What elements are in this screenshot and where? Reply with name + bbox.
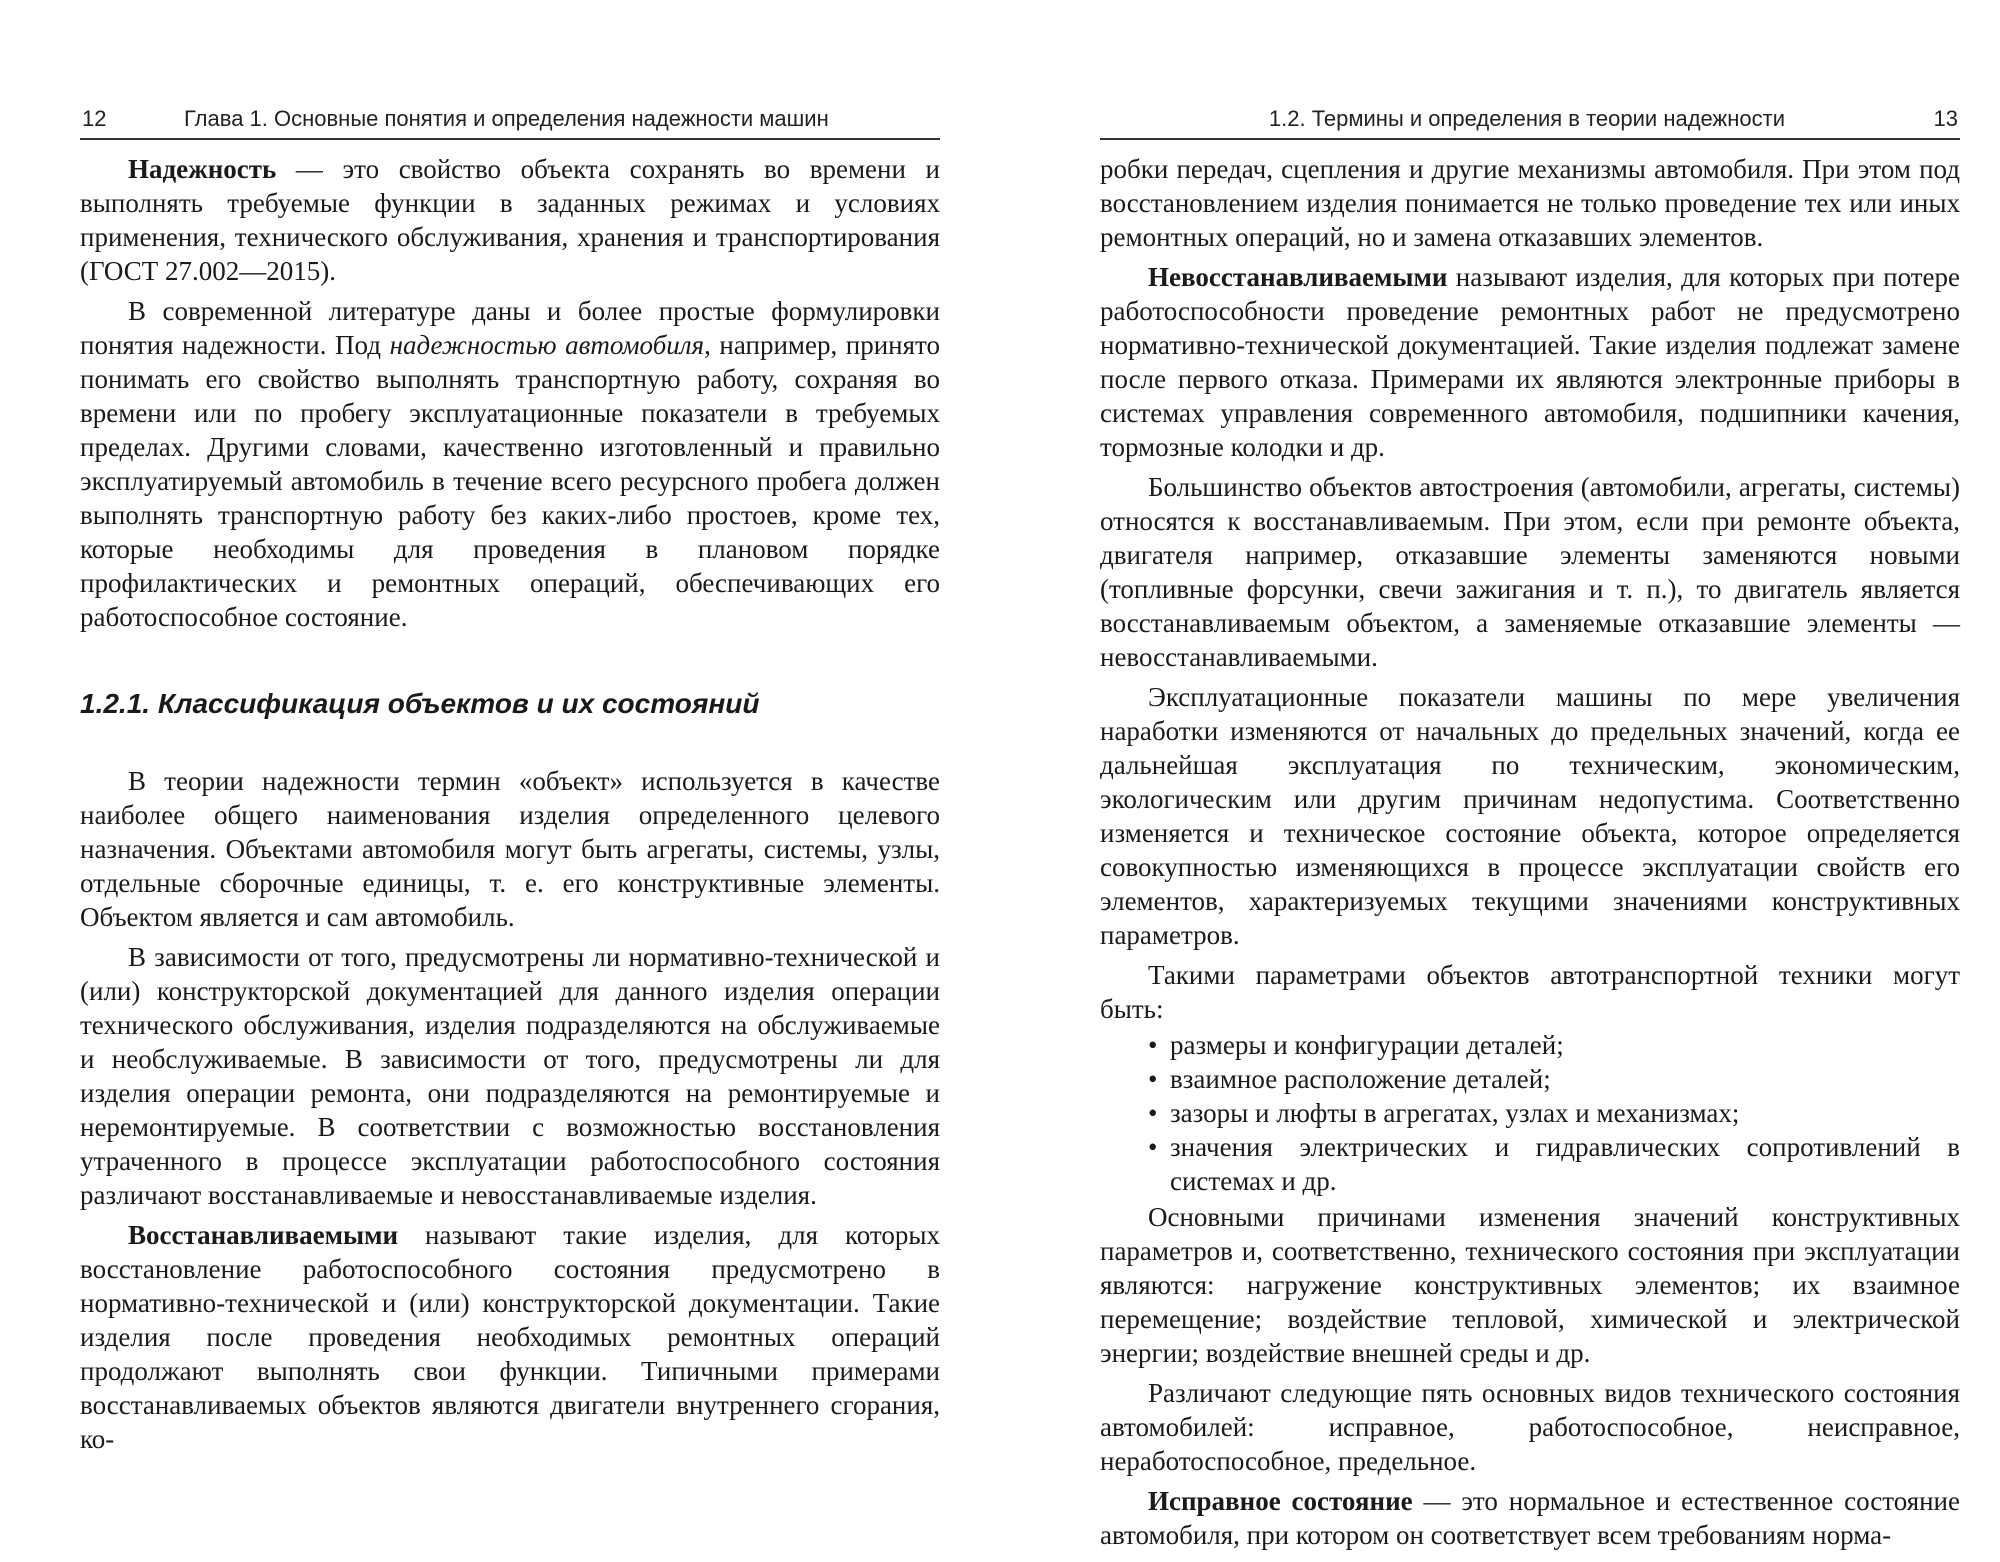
paragraph-classification: В зависимости от того, предусмотрены ли нормативно-технической и (или) конструкторской документацией для данного изделия операции технического обслуживания, изделия подразделяются на обслуживаемые и необслуживаемые. В зависимости от того, предусмотрены ли для изделия операции ремонта, они подразделяются на ремонтируемые и неремонтируемые. В соответствии с возможностью восстановления утраченного в процессе эксплуатации работоспособного состояния различают восстанавливаемые и невосстанавливаемые изделия.: [80, 942, 940, 1210]
list-item-text: значения электрических и гидравлических сопротивлений в системах и др.: [1170, 1132, 1960, 1196]
running-title-right: 1.2. Термины и определения в теории надежности: [1268, 106, 1785, 131]
term-non-restorable: Невосстанавливаемыми: [1148, 262, 1448, 292]
page-number-left: 12: [82, 106, 107, 131]
running-head-left: [80, 100, 940, 140]
paragraph-majority-restorable: Большинство объектов автостроения (автомобили, агрегаты, системы) относятся к восстанавливаемым. При этом, если при ремонте объекта, двигателя например, отказавшие элементы заменяются новыми (топливные форсунки, свечи зажигания и т. п.), то двигатель является восстанавливаемым объектом, а заменяемые отказавшие элементы — невосстанавливаемыми.: [1100, 472, 1960, 672]
paragraph-state-types: Различают следующие пять основных видов технического состояния автомобилей: исправное, работоспособное, неисправное, неработоспособное, предельное.: [1100, 1378, 1960, 1476]
paragraph-operational-indicators: Эксплуатационные показатели машины по мере увеличения наработки изменяются от начальных до предельных значений, когда ее дальнейшая эксплуатация по техническим, экономическим, экологическим или другим причинам недопустима. Соответственно изменяется и техническое состояние объекта, которое определяется совокупностью изменяющихся в процессе эксплуатации свойств его элементов, характеризуемых текущими значениями конструктивных параметров.: [1100, 682, 1960, 950]
paragraph-restorable: [80, 1218, 940, 1456]
list-item-text: размеры и конфигурации деталей;: [1170, 1030, 1564, 1060]
section-heading: 1.2.1. Классификация объектов и их состояний: [80, 688, 760, 719]
bullet-icon: •: [1148, 1030, 1158, 1060]
list-item: [1148, 1028, 1960, 1062]
running-title-left: Глава 1. Основные понятия и определения надежности машин: [184, 106, 829, 131]
left-page: [80, 0, 940, 1562]
parameters-list: [1100, 1028, 1960, 1198]
left-page-body: [80, 152, 940, 1456]
paragraph-non-restorable: [1100, 260, 1960, 464]
bullet-icon: •: [1148, 1064, 1158, 1094]
paragraph-change-causes: Основными причинами изменения значений конструктивных параметров и, соответственно, технического состояния при эксплуатации являются: нагружение конструктивных элементов; их взаимное перемещение; воздействие тепловой, химической и электрической энергии; воздействие внешней среды и др.: [1100, 1202, 1960, 1368]
paragraph-serviceable-state: [1100, 1484, 1960, 1552]
paragraph-text: — это нормальное и естественное состояние автомобиля, при котором он соответствует всем требованиям норма-: [1100, 1486, 1960, 1550]
paragraph-reliability-definition: [80, 152, 940, 288]
running-head-right: [1100, 100, 1960, 140]
paragraph-text: , например, принято понимать его свойство выполнять транспортную работу, сохраняя во времени или по пробегу эксплуатационные показатели в требуемых пределах. Другими словами, качественно изготовленный и правильно эксплуатируемый автомобиль в течение всего ресурсного пробега должен выполнять транспортную работу без каких-либо простоев, кроме тех, которые необходимы для проведения в плановом порядке профилактических и ремонтных операций, обеспечивающих его работоспособное состояние.: [80, 330, 940, 632]
list-item: [1148, 1062, 1960, 1096]
paragraph-text: В современной литературе даны и более простые формулировки понятия надежности. Под: [80, 296, 940, 360]
term-restorable: Восстанавливаемыми: [128, 1220, 399, 1250]
term-reliability: Надежность: [128, 154, 277, 184]
emphasis-car-reliability: надежностью автомобиля: [389, 330, 705, 360]
paragraph-text: называют изделия, для которых при потере работоспособности проведение ремонтных работ не предусмотрено нормативно-технической документацией. Такие изделия подлежат замене после первого отказа. Примерами их являются электронные приборы в системах управления современного автомобиля, подшипники качения, тормозные колодки и др.: [1100, 262, 1960, 462]
page-number-right: 13: [1933, 106, 1958, 131]
bullet-icon: •: [1148, 1098, 1158, 1128]
right-page: [1100, 0, 1960, 1562]
list-item-text: взаимное расположение деталей;: [1170, 1064, 1551, 1094]
list-item-text: зазоры и люфты в агрегатах, узлах и механизмах;: [1170, 1098, 1740, 1128]
paragraph-object-term: В теории надежности термин «объект» используется в качестве наиболее общего наименования изделия определенного целевого назначения. Объектами автомобиля могут быть агрегаты, системы, узлы, отдельные сборочные единицы, т. е. его конструктивные элементы. Объектом является и сам автомобиль.: [80, 766, 940, 932]
term-serviceable-state: Исправное состояние: [1148, 1486, 1413, 1516]
paragraph-car-reliability: [80, 294, 940, 634]
list-item: [1148, 1130, 1960, 1198]
paragraph-parameters-intro: Такими параметрами объектов автотранспортной техники могут быть:: [1100, 960, 1960, 1024]
list-item: [1148, 1096, 1960, 1130]
paragraph-continuation: робки передач, сцепления и другие механизмы автомобиля. При этом под восстановлением изделия понимается не только проведение тех или иных ремонтных операций, но и замена отказавших элементов.: [1100, 154, 1960, 252]
paragraph-text: — это свойство объекта сохранять во времени и выполнять требуемые функции в заданных режимах и условиях применения, технического обслуживания, хранения и транспортирования (ГОСТ 27.002—2015).: [80, 154, 940, 286]
bullet-icon: •: [1148, 1132, 1158, 1162]
right-page-body: [1100, 152, 1960, 1552]
paragraph-text: называют такие изделия, для которых восстановление работоспособного состояния предусмотрено в нормативно-технической и (или) конструкторской документации. Такие изделия после проведения необходимых ремонтных операций продолжают выполнять свои функции. Типичными примерами восстанавливаемых объектов являются двигатели внутреннего сгорания, ко-: [80, 1220, 940, 1454]
